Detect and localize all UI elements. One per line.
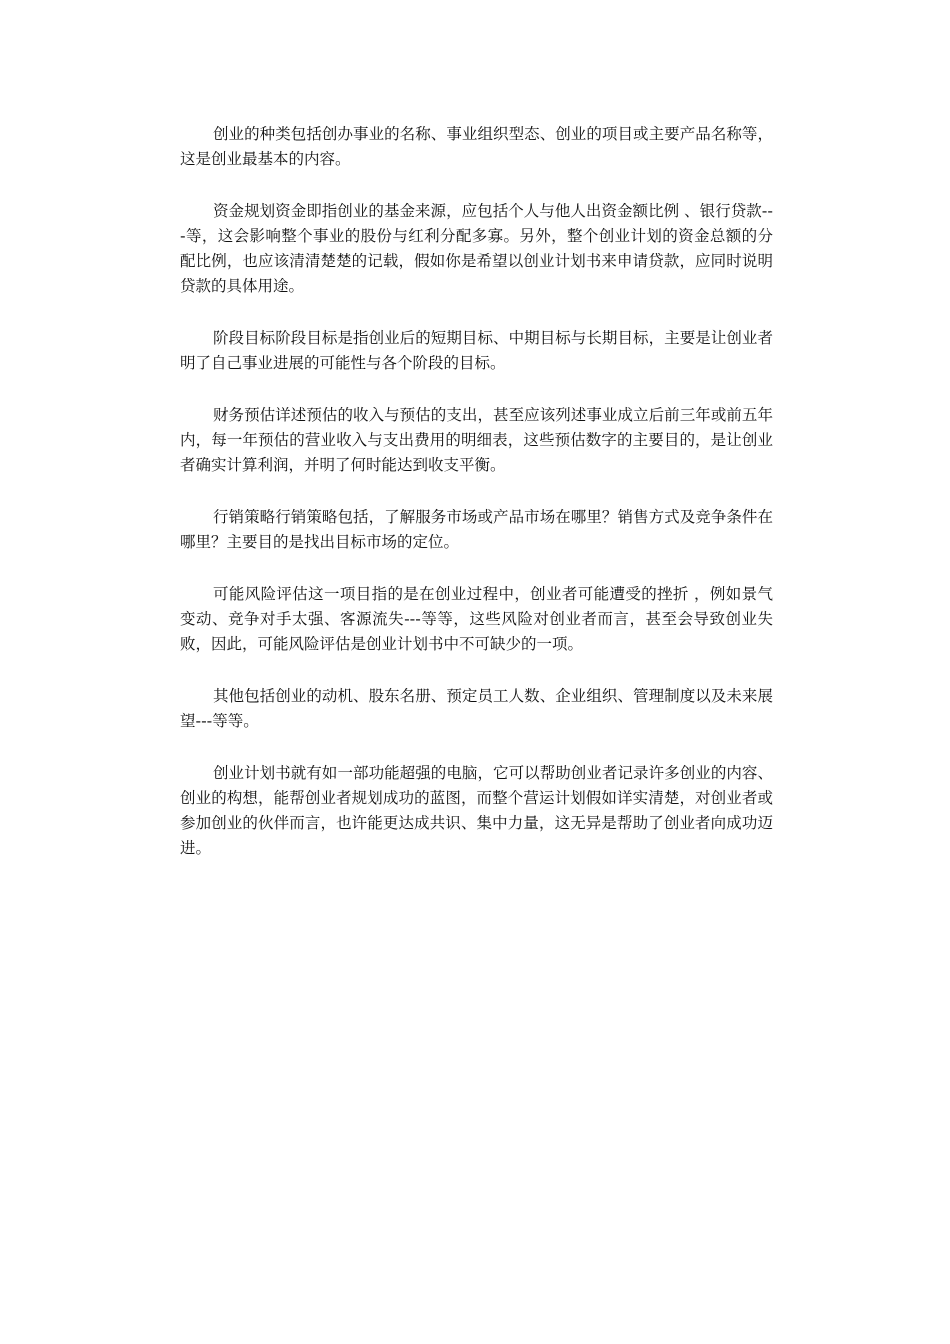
paragraph-marketing-strategy: 行销策略行销策略包括，了解服务市场或产品市场在哪里？销售方式及竞争条件在哪里？主要目的是找出目标市场的定位。 bbox=[180, 508, 773, 551]
paragraph-conclusion: 创业计划书就有如一部功能超强的电脑，它可以帮助创业者记录许多创业的内容、创业的构想，能帮创业者规划成功的蓝图，而整个营运计划假如详实清楚，对创业者或参加创业的伙伴而言，也许能更达成共识、集中力量，这无异是帮助了创业者向成功迈进。 bbox=[180, 764, 773, 857]
paragraph-other-items: 其他包括创业的动机、股东名册、预定员工人数、企业组织、管理制度以及未来展望---等等。 bbox=[180, 687, 773, 730]
paragraph-funding-plan: 资金规划资金即指创业的基金来源，应包括个人与他人出资金额比例 、银行贷款---等，这会影响整个事业的股份与红利分配多寡。另外，整个创业计划的资金总额的分配比例，也应该清清楚楚的记载，假如你是希望以创业计划书来申请贷款，应同时说明贷款的具体用途。 bbox=[180, 202, 773, 295]
paragraph-business-type: 创业的种类包括创办事业的名称、事业组织型态、创业的项目或主要产品名称等，这是创业最基本的内容。 bbox=[180, 125, 773, 168]
paragraph-risk-assessment: 可能风险评估这一项目指的是在创业过程中，创业者可能遭受的挫折 ，例如景气变动、竞争对手太强、客源流失---等等，这些风险对创业者而言，甚至会导致创业失败，因此，可能风险评估是创业计划书中不可缺少的一项。 bbox=[180, 585, 773, 653]
paragraph-financial-forecast: 财务预估详述预估的收入与预估的支出，甚至应该列述事业成立后前三年或前五年内，每一年预估的营业收入与支出费用的明细表，这些预估数字的主要目的，是让创业者确实计算利润，并明了何时能达到收支平衡。 bbox=[180, 406, 773, 474]
document-body bbox=[180, 122, 773, 888]
paragraph-stage-goals: 阶段目标阶段目标是指创业后的短期目标、中期目标与长期目标，主要是让创业者明了自己事业进展的可能性与各个阶段的目标。 bbox=[180, 329, 773, 372]
